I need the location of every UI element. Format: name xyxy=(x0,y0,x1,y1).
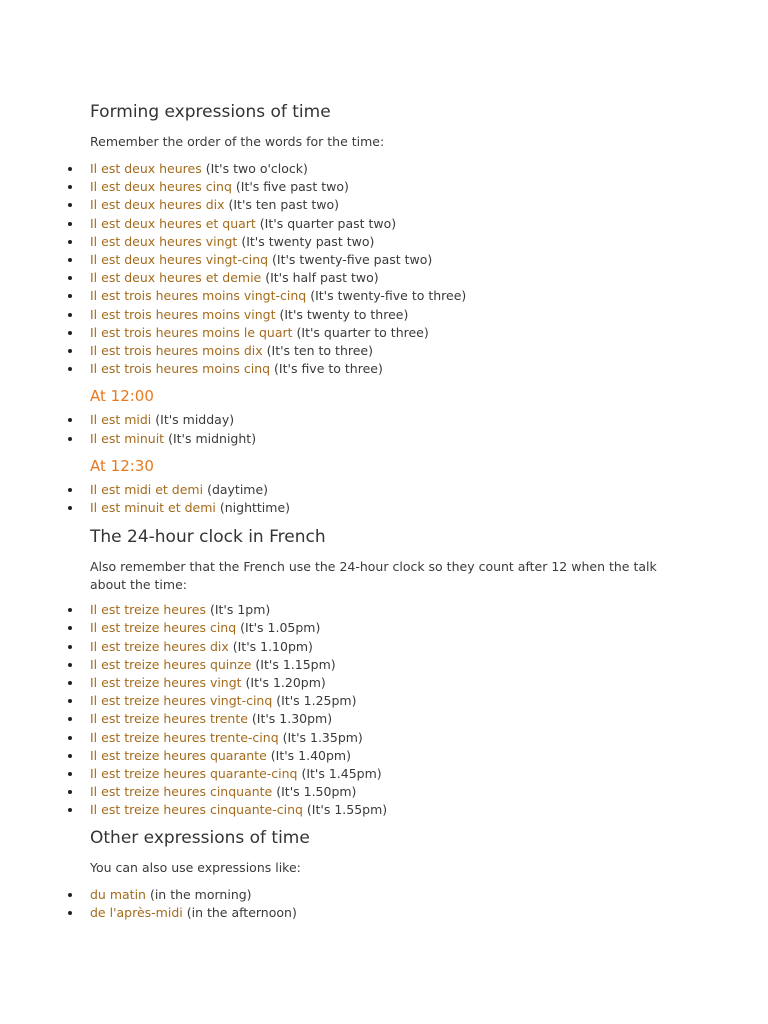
english-translation: (It's quarter to three) xyxy=(292,324,429,340)
list-item xyxy=(90,411,680,429)
forming-list xyxy=(90,160,680,378)
english-translation: (It's twenty-five to three) xyxy=(306,288,467,304)
english-translation: (It's 1.20pm) xyxy=(241,675,326,691)
english-translation: (It's midnight) xyxy=(164,430,257,446)
french-phrase: Il est deux heures dix xyxy=(90,197,225,213)
english-translation: (It's half past two) xyxy=(261,270,379,286)
clock24-intro: Also remember that the French use the 24-hour clock so they count after 12 when the talk about the time: xyxy=(90,559,657,593)
english-translation: (It's 1pm) xyxy=(205,602,271,618)
french-phrase: Il est minuit et demi xyxy=(90,500,216,516)
french-phrase: Il est treize heures quarante-cinq xyxy=(90,766,298,782)
english-translation: (It's 1.40pm) xyxy=(266,747,351,763)
french-phrase: Il est deux heures et demie xyxy=(90,270,262,286)
french-phrase: Il est treize heures dix xyxy=(90,638,229,654)
french-phrase: de l'après-midi xyxy=(90,904,183,920)
list-item xyxy=(90,481,680,499)
english-translation: (It's ten to three) xyxy=(262,343,373,359)
english-translation: (It's two o'clock) xyxy=(201,161,308,176)
english-translation: (It's five to three) xyxy=(270,361,383,377)
list-item xyxy=(90,499,680,517)
list-item xyxy=(90,324,680,342)
section-heading-forming: Forming expressions of time xyxy=(90,102,331,122)
french-phrase: Il est deux heures et quart xyxy=(90,215,256,231)
list-item xyxy=(90,233,680,251)
english-translation: (It's ten past two) xyxy=(224,197,339,213)
english-translation: (daytime) xyxy=(203,481,269,497)
english-translation: (It's 1.15pm) xyxy=(251,656,336,672)
english-translation: (It's twenty-five past two) xyxy=(268,252,433,268)
french-phrase: Il est trois heures moins cinq xyxy=(90,361,271,377)
english-translation: (It's quarter past two) xyxy=(255,215,397,231)
french-phrase: Il est deux heures vingt-cinq xyxy=(90,252,269,268)
list-item xyxy=(90,904,680,922)
list-item xyxy=(90,196,680,214)
section-heading-other: Other expressions of time xyxy=(90,827,310,848)
french-phrase: Il est treize heures quinze xyxy=(90,656,252,672)
french-phrase: Il est minuit xyxy=(90,430,165,446)
list-item xyxy=(90,269,680,287)
english-translation: (in the afternoon) xyxy=(182,904,297,920)
list-item xyxy=(90,601,680,619)
french-phrase: Il est deux heures cinq xyxy=(90,179,232,195)
french-phrase: Il est treize heures cinquante-cinq xyxy=(90,802,303,818)
english-translation: (It's 1.45pm) xyxy=(297,766,382,782)
list-item xyxy=(90,710,680,728)
subheading-at-12-00: At 12:00 xyxy=(90,387,154,406)
list-item xyxy=(90,215,680,233)
list-item xyxy=(90,674,680,692)
english-translation: (in the morning) xyxy=(145,886,252,902)
document-page xyxy=(90,100,680,922)
list-item xyxy=(90,306,680,324)
french-phrase: Il est treize heures quarante xyxy=(90,747,267,763)
subheading-at-12-30: At 12:30 xyxy=(90,456,154,475)
half-noon-list xyxy=(90,481,680,517)
english-translation: (It's 1.25pm) xyxy=(272,693,357,709)
list-item xyxy=(90,251,680,269)
english-translation: (nighttime) xyxy=(215,500,291,516)
clock24-list xyxy=(90,601,680,819)
english-translation: (It's 1.50pm) xyxy=(272,784,357,800)
french-phrase: Il est treize heures cinquante xyxy=(90,784,273,800)
french-phrase: du matin xyxy=(90,886,146,902)
french-phrase: Il est midi et demi xyxy=(90,481,204,497)
english-translation: (It's twenty to three) xyxy=(275,306,409,322)
french-phrase: Il est treize heures vingt-cinq xyxy=(90,693,273,709)
list-item xyxy=(90,360,680,378)
french-phrase: Il est treize heures trente xyxy=(90,711,248,727)
french-phrase: Il est treize heures vingt xyxy=(90,675,242,691)
french-phrase: Il est deux heures xyxy=(90,161,202,176)
list-item xyxy=(90,287,680,305)
french-phrase: Il est trois heures moins dix xyxy=(90,343,263,359)
english-translation: (It's 1.05pm) xyxy=(236,620,321,636)
other-intro: You can also use expressions like: xyxy=(90,859,301,875)
french-phrase: Il est trois heures moins vingt xyxy=(90,306,276,322)
list-item xyxy=(90,619,680,637)
french-phrase: Il est trois heures moins le quart xyxy=(90,324,293,340)
english-translation: (It's midday) xyxy=(151,412,235,428)
forming-intro: Remember the order of the words for the time: xyxy=(90,134,385,149)
list-item xyxy=(90,747,680,765)
list-item xyxy=(90,692,680,710)
section-heading-24-hour-clock: The 24-hour clock in French xyxy=(90,527,326,548)
french-phrase: Il est treize heures cinq xyxy=(90,620,237,636)
list-item xyxy=(90,342,680,360)
french-phrase: Il est treize heures trente-cinq xyxy=(90,729,279,745)
list-item xyxy=(90,729,680,747)
list-item xyxy=(90,656,680,674)
other-list xyxy=(90,886,680,922)
list-item xyxy=(90,765,680,783)
noon-list xyxy=(90,411,680,447)
english-translation: (It's 1.30pm) xyxy=(247,711,333,727)
list-item xyxy=(90,160,680,178)
list-item xyxy=(90,638,680,656)
list-item xyxy=(90,801,680,819)
french-phrase: Il est trois heures moins vingt-cinq xyxy=(90,288,307,304)
english-translation: (It's twenty past two) xyxy=(237,233,375,249)
english-translation: (It's 1.55pm) xyxy=(302,802,388,818)
english-translation: (It's 1.10pm) xyxy=(228,638,313,654)
list-item xyxy=(90,783,680,801)
english-translation: (It's five past two) xyxy=(231,179,349,195)
french-phrase: Il est midi xyxy=(90,412,152,428)
list-item xyxy=(90,430,680,448)
list-item xyxy=(90,886,680,904)
french-phrase: Il est treize heures xyxy=(90,602,206,618)
french-phrase: Il est deux heures vingt xyxy=(90,233,238,249)
english-translation: (It's 1.35pm) xyxy=(278,729,363,745)
list-item xyxy=(90,178,680,196)
